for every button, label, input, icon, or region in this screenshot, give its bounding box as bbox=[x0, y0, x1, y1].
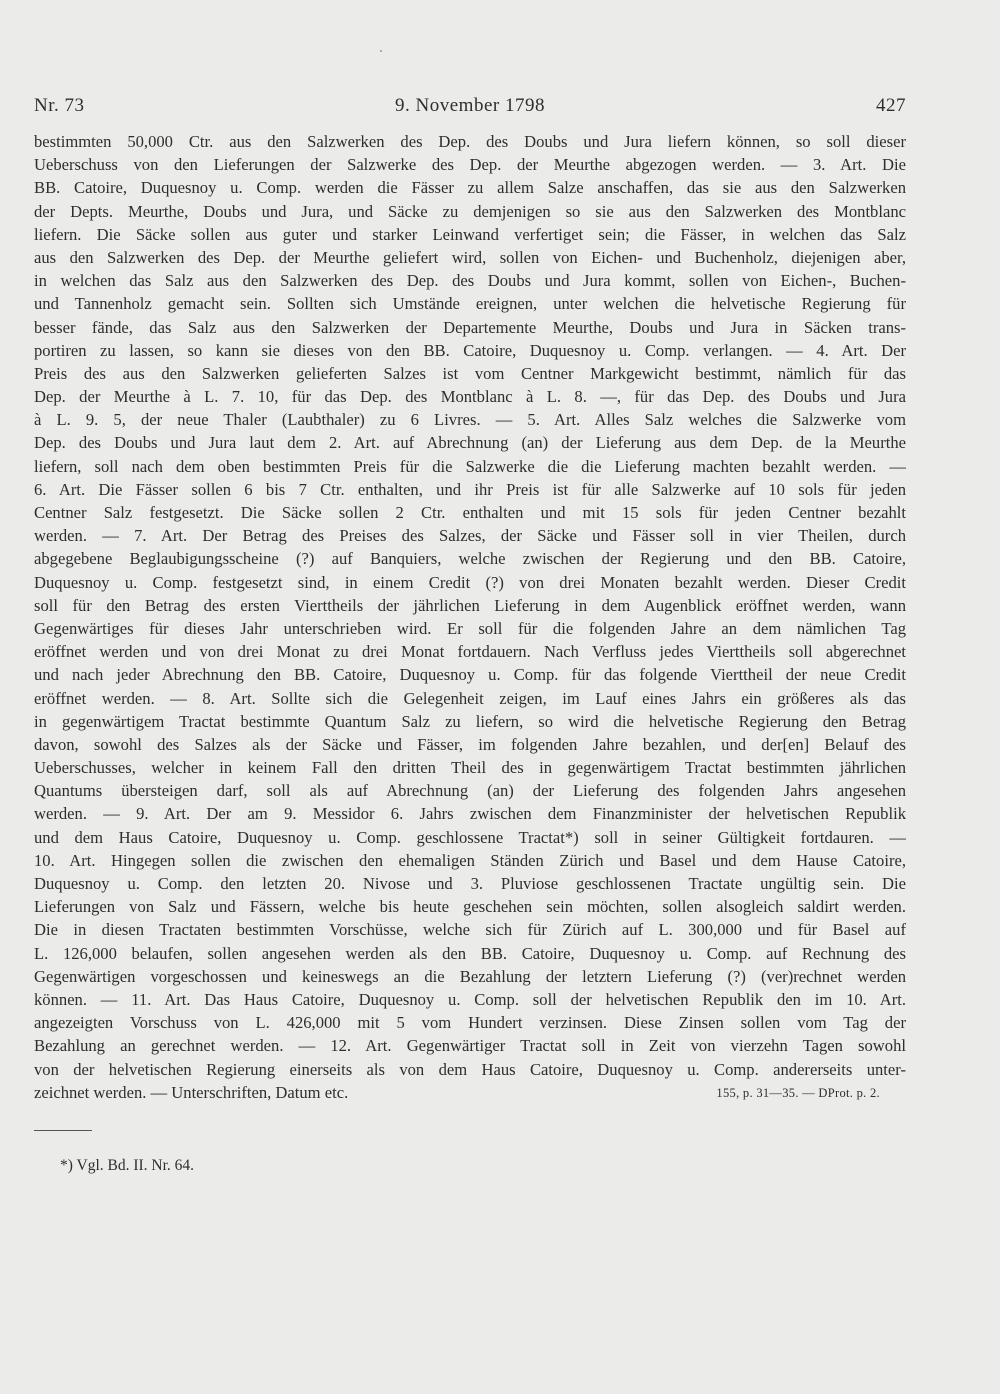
body-text bbox=[34, 130, 906, 1104]
text-line: und dem Haus Catoire, Duquesnoy u. Comp. geschlossene Tractat*) soll in seiner Gültigkeit fortdauren. — bbox=[34, 827, 906, 847]
text-line: der Depts. Meurthe, Doubs und Jura, und Säcke zu demjenigen so sie aus den Salzwerken des Montblanc bbox=[34, 201, 906, 221]
scan-speck bbox=[380, 50, 382, 52]
page-header bbox=[34, 95, 906, 123]
page-number: 427 bbox=[876, 95, 906, 116]
text-line: davon, sowohl des Salzes als der Säcke und Fässer, im folgenden Jahre bezahlen, und der[en] Belauf des bbox=[34, 734, 906, 754]
text-line: à L. 9. 5, der neue Thaler (Laubthaler) zu 6 Livres. — 5. Art. Alles Salz welches die Salzwerke vom bbox=[34, 410, 906, 430]
text-line: Ueberschusses, welcher in keinem Fall den dritten Theil des in gegenwärtigem Tractat bestimmten jährlichen bbox=[34, 758, 906, 778]
text-line: und Tannenholz gemacht sein. Sollten sich Umstände ereignen, unter welchen die helvetische Regierung für bbox=[34, 294, 906, 314]
text-line: portiren zu lassen, so kann sie dieses von den BB. Catoire, Duquesnoy u. Comp. verlangen. — 4. Art. Der bbox=[34, 340, 906, 360]
text-line: eröffnet werden. — 8. Art. Sollte sich die Gelegenheit zeigen, im Lauf eines Jahrs ein größeres als das bbox=[34, 688, 906, 708]
text-line: L. 126,000 belaufen, sollen angesehen werden als den BB. Catoire, Duquesnoy u. Comp. auf Rechnung des bbox=[34, 943, 906, 963]
text-line: Ueberschuss von den Lieferungen der Salzwerke des Dep. der Meurthe abgezogen werden. — 3. Art. Die bbox=[34, 155, 906, 175]
text-line: soll für den Betrag des ersten Vierttheils der jährlichen Lieferung in dem Augenblick eröffnet werden, wann bbox=[34, 595, 906, 615]
text-line: abgegebene Beglaubigungsscheine (?) auf Banquiers, welche zwischen der Regierung und den BB. Catoire, bbox=[34, 549, 906, 569]
text-line: Dep. der Meurthe à L. 7. 10, für das Dep. des Montblanc à L. 8. —, für das Dep. des Doubs und Jura bbox=[34, 387, 906, 407]
text-line: Die in diesen Tractaten bestimmten Vorschüsse, welche sich für Zürich auf L. 300,000 und für Basel auf bbox=[34, 920, 906, 940]
text-line: BB. Catoire, Duquesnoy u. Comp. werden die Fässer zu allem Salze anschaffen, das sie aus den Salzwerken bbox=[34, 178, 906, 198]
text-line: Gegenwärtiges für dieses Jahr unterschrieben wird. Er soll für die folgenden Jahre an dem nämlichen Tag bbox=[34, 618, 906, 638]
text-line: eröffnet werden und von drei Monat zu drei Monat fortdauern. Nach Verfluss jedes Vierttheils soll abgerechnet bbox=[34, 642, 906, 662]
text-line: in gegenwärtigem Tractat bestimmte Quantum Salz zu liefern, so wird die helvetische Regierung den Betrag bbox=[34, 711, 906, 731]
footnote-rule bbox=[34, 1130, 92, 1131]
text-line: Duquesnoy u. Comp. den letzten 20. Nivose und 3. Pluviose geschlossenen Tractate ungültig sein. Die bbox=[34, 874, 906, 893]
text-line: von der helvetischen Regierung einerseits als von dem Haus Catoire, Duquesnoy u. Comp. andererseits unter- bbox=[34, 1059, 906, 1079]
text-line: besser fände, das Salz aus den Salzwerken der Departemente Meurthe, Doubs und Jura in Säcken trans- bbox=[34, 317, 906, 337]
text-line: 6. Art. Die Fässer sollen 6 bis 7 Ctr. enthalten, und ihr Preis ist für alle Salzwerke auf 10 sols für jeden bbox=[34, 479, 906, 499]
text-line: bestimmten 50,000 Ctr. aus den Salzwerken des Dep. des Doubs und Jura liefern können, so soll dieser bbox=[34, 132, 906, 151]
text-line: Gegenwärtigen vorgeschossen und keineswegs an die Bezahlung der letztern Lieferung (?) (ver)rechnet werden bbox=[34, 966, 906, 986]
text-line: in welchen das Salz aus den Salzwerken des Dep. des Doubs und Jura kommt, sollen von Eichen-, Buchen- bbox=[34, 271, 906, 291]
text-line: und nach jeder Abrechnung den BB. Catoire, Duquesnoy u. Comp. für das folgende Vierttheil der neue Credit bbox=[34, 665, 906, 685]
text-line: liefern, soll nach dem oben bestimmten Preis für die Salzwerke die die Lieferung machten bezahlt werden. — bbox=[34, 456, 906, 476]
closing-text: zeichnet werden. — Unterschriften, Datum etc. bbox=[34, 1082, 349, 1102]
text-line: können. — 11. Art. Das Haus Catoire, Duquesnoy u. Comp. soll der helvetischen Republik den im 10. Art. bbox=[34, 989, 906, 1009]
text-line: Preis des aus den Salzwerken gelieferten Salzes ist vom Centner Markgewicht bestimmt, nämlich für das bbox=[34, 363, 906, 383]
text-line: 10. Art. Hingegen sollen die zwischen den ehemaligen Ständen Zürich und Basel und dem Hause Catoire, bbox=[34, 850, 906, 870]
text-line: liefern. Die Säcke sollen aus guter und starker Leinwand verfertiget sein; die Fässer, in welchen das Salz bbox=[34, 224, 906, 244]
last-line bbox=[34, 1081, 906, 1104]
text-line: Quantums übersteigen darf, soll als auf Abrechnung (an) der Lieferung des folgenden Jahrs angesehen bbox=[34, 781, 906, 801]
text-line: Dep. des Doubs und Jura laut dem 2. Art. auf Abrechnung (an) der Lieferung aus dem Dep. de la Meurthe bbox=[34, 433, 906, 453]
text-line: werden. — 7. Art. Der Betrag des Preises des Salzes, der Säcke und Fässer soll in vier Theilen, durch bbox=[34, 526, 906, 546]
text-line: angezeigten Vorschuss von L. 426,000 mit 5 vom Hundert verzinsen. Diese Zinsen sollen vom Tag der bbox=[34, 1013, 906, 1033]
text-line: Centner Salz festgesetzt. Die Säcke sollen 2 Ctr. enthalten und mit 15 sols für jeden Centner bezahlt bbox=[34, 503, 906, 522]
text-line: Duquesnoy u. Comp. festgesetzt sind, in einem Credit (?) von drei Monaten bezahlt werden. Dieser Credit bbox=[34, 572, 906, 592]
source-reference: 155, p. 31—35. — DProt. p. 2. bbox=[716, 1085, 880, 1100]
text-line: Lieferungen von Salz und Fässern, welche bis heute geschehen sein möchten, sollen alsogleich saldirt werden. bbox=[34, 897, 906, 917]
text-line: Bezahlung an gerechnet werden. — 12. Art. Gegenwärtiger Tractat soll in Zeit von vierzehn Tagen sowohl bbox=[34, 1036, 906, 1056]
document-date: 9. November 1798 bbox=[395, 95, 545, 116]
text-line: werden. — 9. Art. Der am 9. Messidor 6. Jahrs zwischen dem Finanzminister der helvetischen Republik bbox=[34, 804, 906, 824]
document-number: Nr. 73 bbox=[34, 95, 85, 116]
text-line: aus den Salzwerken des Dep. der Meurthe geliefert wird, sollen von Eichen- und Buchenholz, diejenigen aber, bbox=[34, 247, 906, 267]
footnote: *) Vgl. Bd. II. Nr. 64. bbox=[60, 1157, 195, 1174]
